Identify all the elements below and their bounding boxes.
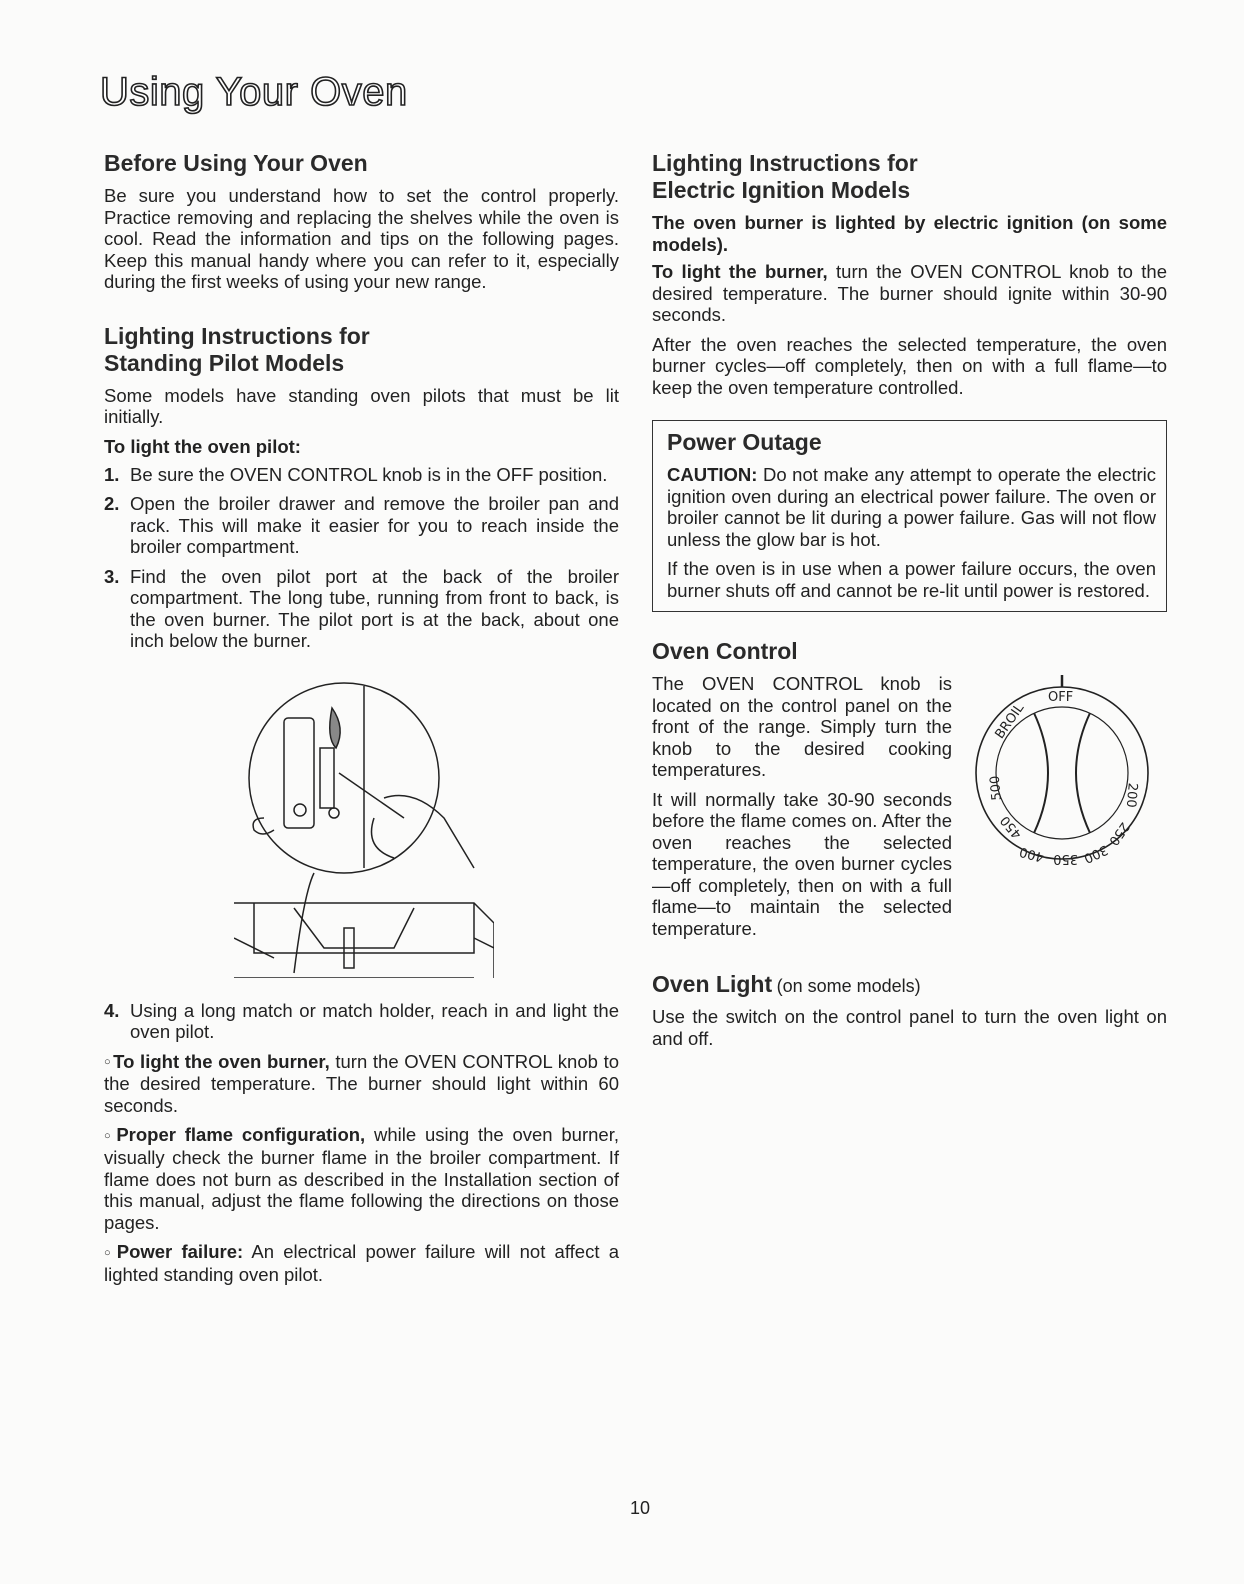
standing-subhead: To light the oven pilot: — [104, 435, 301, 457]
knob-label-400: 400 — [1017, 843, 1046, 865]
bullet-list — [104, 1051, 619, 1286]
standing-intro: Some models have standing oven pilots that must be lit initially. — [104, 384, 619, 427]
step-number: 1. — [104, 463, 120, 485]
bullet-icon: ○ — [104, 1246, 115, 1259]
steps-list-continued — [104, 1000, 619, 1043]
control-p2: It will normally take 30-90 seconds before the flame comes on. After the oven reaches the selected temperature, the oven burner cycles—off completely, then on with a full flame—to maintain the selected temperature. — [652, 788, 952, 939]
bullet-lead: Power failure: — [116, 1241, 244, 1263]
before-heading: Before Using Your Oven — [104, 150, 368, 176]
step-item — [104, 493, 619, 558]
right-column — [652, 150, 1167, 1057]
steps-list — [104, 464, 619, 652]
standing-heading — [104, 323, 619, 377]
before-body: Be sure you understand how to set the control properly. Practice removing and replacing the shelves while the oven is cool. Read the information and tips on the following pages. Keep this manual handy where you can refer to it, especially during the first weeks of using your new range. — [104, 185, 619, 292]
knob-label-off: OFF — [1048, 690, 1074, 705]
page-number: 10 — [630, 1498, 651, 1518]
light-heading: Oven Light — [652, 971, 773, 997]
step-item — [104, 1000, 619, 1043]
step-item — [104, 464, 619, 486]
electric-heading — [652, 150, 1167, 204]
bullet-item — [104, 1051, 619, 1117]
standing-heading-line1: Lighting Instructions for — [104, 322, 370, 349]
oven-control-knob-illustration — [972, 673, 1152, 873]
caution-text: Do not make any attempt to operate the electric ignition oven during an electrical power failure. The oven or broiler cannot be lit during a power failure. Gas will not flow unless the glow bar is hot. — [667, 464, 1156, 550]
knob-label-350: 350 — [1053, 851, 1078, 866]
before-section — [104, 150, 619, 293]
outage-heading: Power Outage — [667, 429, 822, 455]
page-title: Using Your Oven — [100, 70, 408, 114]
standing-heading-line2: Standing Pilot Models — [104, 349, 345, 376]
bullet-item — [104, 1241, 619, 1285]
bullet-lead: To light the oven burner, — [113, 1050, 330, 1072]
caution-label: CAUTION: — [667, 464, 758, 485]
step-item — [104, 566, 619, 652]
step-text: Be sure the OVEN CONTROL knob is in the OFF position. — [130, 463, 608, 485]
knob-label-300: 300 — [1081, 841, 1111, 866]
light-body: Use the switch on the control panel to turn the oven light on and off. — [652, 1006, 1167, 1049]
electric-cycle: After the oven reaches the selected temperature, the oven burner cycles—off completely, then on with a full flame—to keep the oven temperature controlled. — [652, 333, 1167, 398]
electric-heading-line2: Electric Ignition Models — [652, 177, 911, 203]
step-text: Open the broiler drawer and remove the broiler pan and rack. This will make it easier for you to reach inside the broiler compartment. — [130, 493, 619, 557]
bullet-icon: ○ — [104, 1129, 115, 1142]
oven-control-section — [652, 638, 1167, 947]
step-number: 2. — [104, 493, 120, 514]
bullet-text: An electrical power failure will not affect a lighted standing oven pilot. — [104, 1241, 619, 1286]
knob-label-200: 200 — [1122, 782, 1140, 809]
step-text: Using a long match or match holder, reach in and light the oven pilot. — [130, 999, 619, 1042]
outage-in-use: If the oven is in use when a power failure occurs, the oven burner shuts off and cannot be re-lit until power is restored. — [667, 558, 1156, 601]
bullet-text: while using the oven burner, visually check the burner flame in the broiler compartment. If flame does not burn as described in the Installation section of this manual, adjust the flame following the directions on those pages. — [104, 1124, 619, 1233]
bullet-icon: ○ — [104, 1055, 112, 1068]
step-number: 4. — [104, 999, 120, 1021]
pilot-lighting-illustration — [234, 678, 494, 978]
electric-heading-line1: Lighting Instructions for — [652, 150, 918, 176]
light-note: (on some models) — [776, 976, 921, 996]
outage-caution — [667, 464, 1156, 550]
electric-lead: The oven burner is lighted by electric ignition (on some models). — [652, 212, 1167, 255]
left-column — [104, 150, 619, 1294]
electric-light-bold: To light the burner, — [652, 261, 828, 282]
electric-ignition-section — [652, 150, 1167, 398]
control-p1: The OVEN CONTROL knob is located on the control panel on the front of the range. Simply turn the knob to the desired cooking temperatures. — [652, 673, 952, 780]
step-number: 3. — [104, 565, 120, 587]
power-outage-box — [652, 420, 1167, 612]
bullet-lead: Proper flame configuration, — [116, 1124, 366, 1146]
step-text: Find the oven pilot port at the back of the broiler compartment. The long tube, running from front to back, is the oven burner. The pilot port is at the back, about one inch below the burner. — [130, 565, 619, 651]
knob-label-broil: BROIL — [992, 701, 1028, 742]
electric-light-paragraph — [652, 261, 1167, 326]
bullet-item — [104, 1124, 619, 1233]
standing-pilot-section — [104, 323, 619, 1286]
knob-label-250: 250 — [1105, 819, 1132, 849]
electric-light-text: turn the OVEN CONTROL knob to the desired temperature. The burner should ignite within 30-90 seconds. — [652, 261, 1168, 325]
oven-light-section — [652, 971, 1167, 1049]
knob-label-500: 500 — [987, 775, 1005, 802]
control-heading: Oven Control — [652, 638, 798, 664]
bullet-text: turn the OVEN CONTROL knob to the desired temperature. The burner should light within 60 seconds. — [104, 1050, 620, 1116]
knob-label-450: 450 — [997, 812, 1026, 842]
